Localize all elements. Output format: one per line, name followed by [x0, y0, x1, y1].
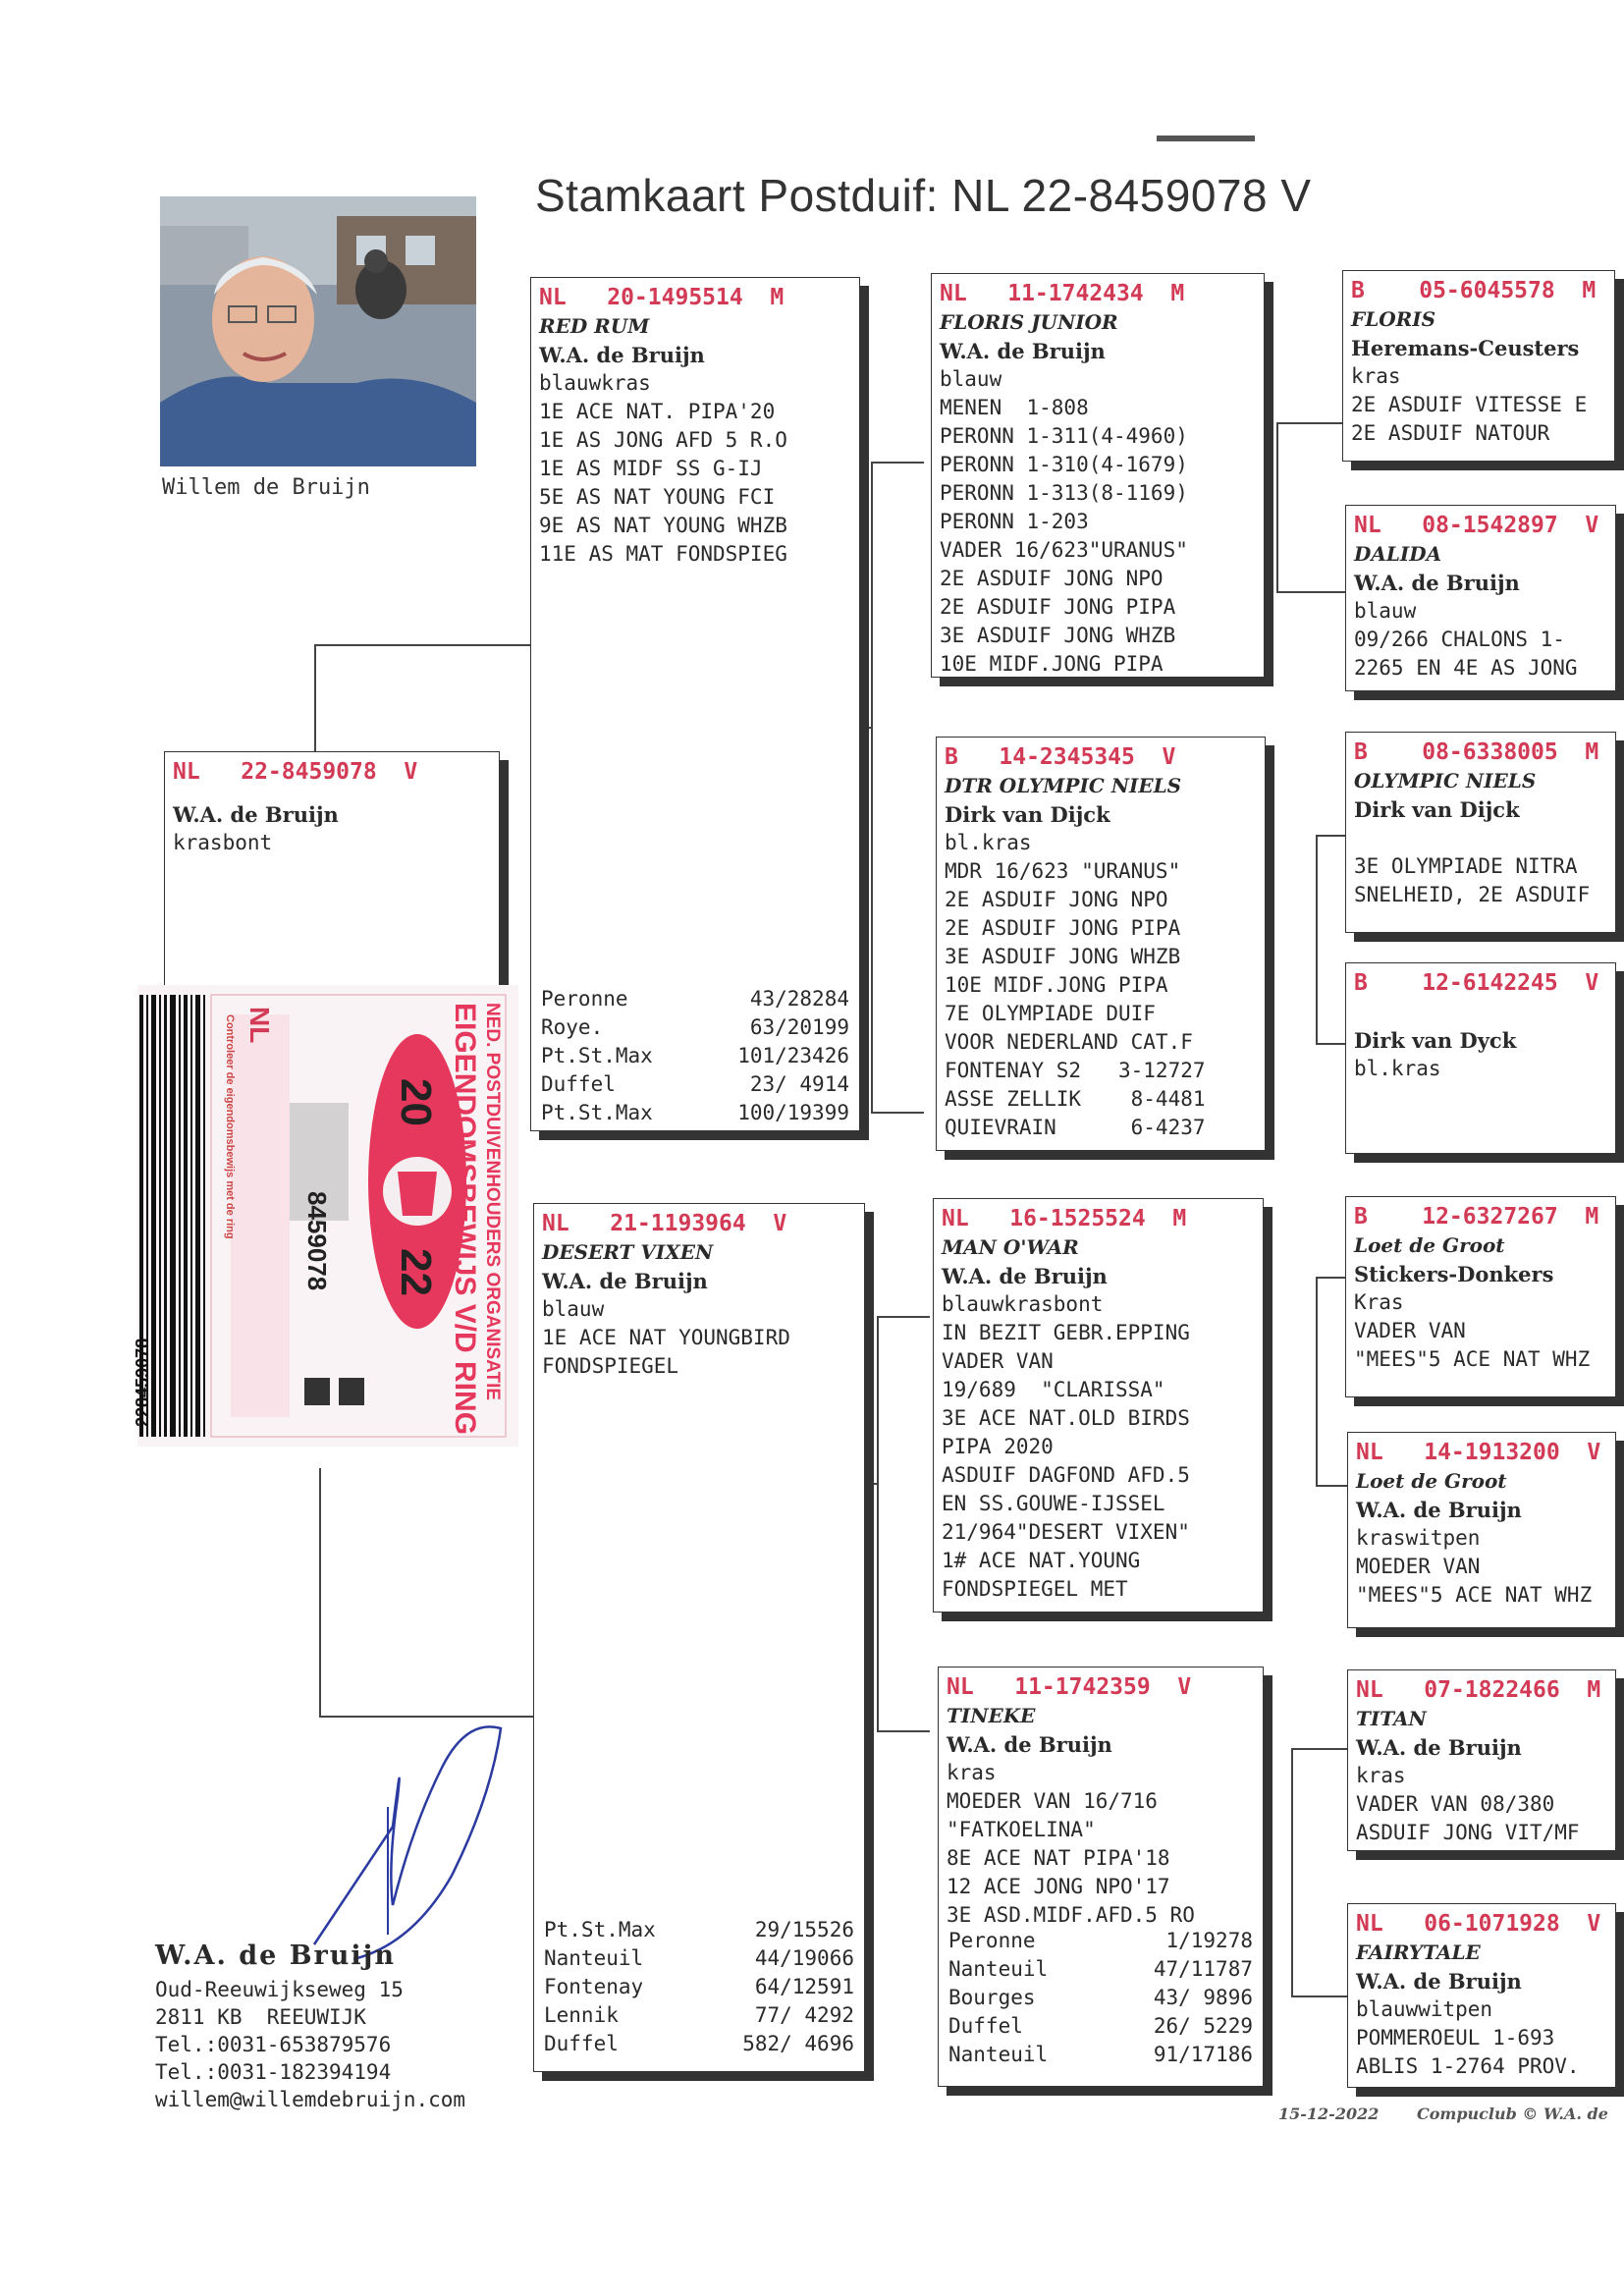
mmm-name: FAIRYTALE [1356, 1941, 1481, 1964]
fm-line: 2E ASDUIF JONG NPO [945, 888, 1168, 911]
result-row: Nanteuil 47/11787 [948, 1957, 1253, 1981]
result-row: Pt.St.Max 29/15526 [544, 1918, 854, 1941]
fm-line: 2E ASDUIF JONG PIPA [945, 916, 1181, 940]
mff-line: VADER VAN [1354, 1319, 1466, 1342]
mm-line: "FATKOELINA" [947, 1818, 1096, 1841]
connector-subject-mother [319, 1468, 539, 1718]
fm-line: ASSE ZELLIK 8-4481 [945, 1087, 1206, 1111]
owner-photo [160, 196, 476, 466]
mmf-breeder: W.A. de Bruijn [1356, 1735, 1522, 1760]
mfm-ring: NL 14-1913200 V [1356, 1440, 1601, 1465]
ring-card-note: Controleer de eigendomsbewijs met de ring [224, 1014, 236, 1239]
ff-line: MENEN 1-808 [940, 396, 1089, 419]
contact-name: W.A. de Bruijn [155, 1941, 397, 1971]
mmm-breeder: W.A. de Bruijn [1356, 1969, 1522, 1994]
contact-block [155, 1937, 465, 2113]
ring-card-doc: EIGENDOMSBEWIJS V/D RING [449, 1003, 481, 1436]
ffm-card [1345, 505, 1616, 691]
ff-name: FLORIS JUNIOR [940, 310, 1118, 334]
mmm-card [1347, 1903, 1616, 2088]
mmf-ring: NL 07-1822466 M [1356, 1677, 1601, 1703]
mmf-line: ASDUIF JONG VIT/MF [1356, 1821, 1580, 1844]
fff-name: FLORIS [1351, 307, 1436, 331]
mf-line: VADER VAN [942, 1349, 1054, 1373]
fm-line: QUIEVRAIN 6-4237 [945, 1116, 1206, 1139]
mmm-ring: NL 06-1071928 V [1356, 1911, 1601, 1937]
fmf-line: 3E OLYMPIADE NITRA [1354, 854, 1578, 878]
fm-ring: B 14-2345345 V [945, 744, 1176, 770]
mm-ring: NL 11-1742359 V [947, 1674, 1192, 1700]
mfm-line: MOEDER VAN [1356, 1555, 1481, 1578]
subject-ring: NL 22-8459078 V [173, 759, 418, 785]
result-row: Roye. 63/20199 [541, 1015, 849, 1039]
mff-breeder: Stickers-Donkers [1354, 1262, 1554, 1286]
ring-card-org: NED. POSTDUIVENHOUDERS ORGANISATIE [482, 1003, 503, 1401]
mm-line: 3E ASD.MIDF.AFD.5 RO [947, 1903, 1195, 1927]
ffm-line: blauw [1354, 599, 1417, 623]
mother-ring: NL 21-1193964 V [542, 1211, 787, 1236]
mm-breeder: W.A. de Bruijn [947, 1732, 1112, 1757]
result-row: Nanteuil 91/17186 [948, 2043, 1253, 2066]
ff-line: 10E MIDF.JONG PIPA [940, 652, 1164, 676]
father-line: 1E AS JONG AFD 5 R.O [539, 428, 787, 452]
mf-line: PIPA 2020 [942, 1435, 1054, 1458]
mmf-line: VADER VAN 08/380 [1356, 1792, 1555, 1816]
mff-ring: B 12-6327267 M [1354, 1204, 1599, 1230]
fm-breeder: Dirk van Dijck [945, 802, 1110, 827]
mother-name: DESERT VIXEN [542, 1240, 714, 1264]
mmf-line: kras [1356, 1764, 1406, 1787]
mf-ring: NL 16-1525524 M [942, 1206, 1187, 1231]
connector-subject-father [314, 644, 534, 754]
mm-line: MOEDER VAN 16/716 [947, 1789, 1158, 1813]
fff-line: 2E ASDUIF VITESSE E [1351, 393, 1588, 416]
ff-card [931, 273, 1265, 678]
contact-phone: Tel.:0031-653879576 [155, 2033, 392, 2056]
fm-name: DTR OLYMPIC NIELS [945, 774, 1182, 797]
ff-line: PERONN 1-311(4-4960) [940, 424, 1188, 448]
result-row: Duffel 582/ 4696 [544, 2032, 854, 2055]
connector-father [871, 462, 924, 1114]
mf-card [933, 1198, 1264, 1613]
mmm-line: ABLIS 1-2764 PROV. [1356, 2054, 1580, 2078]
mmf-name: TITAN [1356, 1707, 1427, 1730]
mmf-card [1347, 1669, 1616, 1851]
mf-line: 21/964"DESERT VIXEN" [942, 1520, 1190, 1544]
ff-line: 3E ASDUIF JONG WHZB [940, 624, 1176, 647]
father-ring: NL 20-1495514 M [539, 285, 785, 310]
mm-line: 12 ACE JONG NPO'17 [947, 1875, 1170, 1898]
mother-card [533, 1203, 865, 2072]
mmm-line: POMMEROEUL 1-693 [1356, 2026, 1555, 2050]
mff-name: Loet de Groot [1354, 1233, 1505, 1257]
fm-card [936, 737, 1266, 1151]
father-line: 11E AS MAT FONDSPIEG [539, 542, 787, 566]
mff-line: "MEES"5 ACE NAT WHZ [1354, 1347, 1591, 1371]
contact-phone: Tel.:0031-182394194 [155, 2060, 392, 2084]
ff-breeder: W.A. de Bruijn [940, 339, 1106, 363]
result-row: Nanteuil 44/19066 [544, 1946, 854, 1970]
print-date: 15-12-2022 [1278, 2105, 1380, 2123]
mf-line: blauwkrasbont [942, 1292, 1104, 1316]
ff-line: 2E ASDUIF JONG NPO [940, 567, 1164, 590]
fmm-breeder: Dirk van Dyck [1354, 1028, 1517, 1053]
result-row: Pt.St.Max 101/23426 [541, 1044, 849, 1067]
mm-name: TINEKE [947, 1704, 1036, 1727]
connector-mm [1291, 1748, 1347, 1997]
ring-card-barcode-number: 228459078 [133, 1338, 152, 1427]
mmm-line: blauwwitpen [1356, 1997, 1493, 2021]
page-title: Stamkaart Postduif: NL 22-8459078 V [535, 170, 1312, 221]
fm-line: 3E ASDUIF JONG WHZB [945, 945, 1181, 968]
ring-card-number: 8459078 [302, 1191, 332, 1291]
mother-breeder: W.A. de Bruijn [542, 1269, 708, 1293]
result-row: Pt.St.Max 100/19399 [541, 1101, 849, 1124]
result-row: Fontenay 64/12591 [544, 1975, 854, 1998]
mm-line: kras [947, 1761, 997, 1784]
fmf-name: OLYMPIC NIELS [1354, 769, 1537, 793]
mother-results [544, 1916, 854, 2058]
contact-email: willem@willemdebruijn.com [155, 2088, 466, 2111]
subject-breeder: W.A. de Bruijn [173, 802, 339, 827]
father-line: 9E AS NAT YOUNG WHZB [539, 514, 787, 537]
ring-card-year-a: 20 [392, 1078, 440, 1126]
subject-card [164, 751, 500, 997]
ring-card-year-b: 22 [392, 1248, 440, 1296]
fm-line: bl.kras [945, 831, 1032, 854]
result-row: Lennik 77/ 4292 [544, 2003, 854, 2027]
top-dash [1157, 136, 1255, 141]
connector-ff [1276, 422, 1347, 593]
result-row: Peronne 43/28284 [541, 987, 849, 1011]
ffm-name: DALIDA [1354, 542, 1442, 566]
fff-line: 2E ASDUIF NATOUR [1351, 421, 1550, 445]
result-row: Bourges 43/ 9896 [948, 1986, 1253, 2009]
mfm-breeder: W.A. de Bruijn [1356, 1498, 1522, 1522]
mfm-line: kraswitpen [1356, 1526, 1481, 1550]
mm-results [948, 1927, 1253, 2069]
fmf-card [1345, 732, 1616, 933]
fmm-line: bl.kras [1354, 1057, 1441, 1080]
mm-line: 8E ACE NAT PIPA'18 [947, 1846, 1170, 1870]
mfm-name: Loet de Groot [1356, 1469, 1507, 1493]
ring-ownership-card [133, 985, 518, 1447]
fm-line: FONTENAY S2 3-12727 [945, 1059, 1206, 1082]
ff-line: blauw [940, 367, 1002, 391]
fmf-line [1354, 824, 1607, 852]
contact-address: Oud-Reeuwijkseweg 15 [155, 1978, 404, 2001]
father-line: 1E AS MIDF SS G-IJ [539, 457, 763, 480]
fmm-name [1354, 998, 1607, 1026]
father-line: 5E AS NAT YOUNG FCI [539, 485, 776, 509]
ff-line: 2E ASDUIF JONG PIPA [940, 595, 1176, 619]
signature [295, 1709, 520, 1964]
mf-line: EN SS.GOUWE-IJSSEL [942, 1492, 1165, 1515]
ffm-line: 2265 EN 4E AS JONG [1354, 656, 1578, 680]
mff-card [1345, 1196, 1616, 1397]
ffm-line: 09/266 CHALONS 1- [1354, 628, 1565, 651]
father-line: 1E ACE NAT. PIPA'20 [539, 400, 776, 423]
fmm-ring: B 12-6142245 V [1354, 970, 1599, 996]
footer-credit: Compuclub © W.A. de [1417, 2105, 1608, 2123]
mother-line: 1E ACE NAT YOUNGBIRD [542, 1326, 790, 1349]
fmf-ring: B 08-6338005 M [1354, 739, 1599, 765]
ff-line: PERONN 1-310(4-1679) [940, 453, 1188, 476]
result-row: Duffel 26/ 5229 [948, 2014, 1253, 2038]
father-name: RED RUM [539, 314, 650, 338]
subject-color: krasbont [173, 831, 273, 854]
ffm-breeder: W.A. de Bruijn [1354, 571, 1520, 595]
mf-breeder: W.A. de Bruijn [942, 1264, 1108, 1288]
fm-line: VOOR NEDERLAND CAT.F [945, 1030, 1193, 1054]
mother-line: FONDSPIEGEL [542, 1354, 679, 1378]
mfm-line: "MEES"5 ACE NAT WHZ [1356, 1583, 1593, 1607]
fm-line: 10E MIDF.JONG PIPA [945, 973, 1168, 997]
connector-mf [1316, 1277, 1347, 1487]
mf-line: ASDUIF DAGFOND AFD.5 [942, 1463, 1190, 1487]
ff-ring: NL 11-1742434 M [940, 281, 1185, 306]
father-card [530, 277, 860, 1131]
fff-card [1342, 270, 1615, 462]
father-breeder: W.A. de Bruijn [539, 343, 705, 367]
fm-line: 7E OLYMPIADE DUIF [945, 1002, 1156, 1025]
mf-name: MAN O'WAR [942, 1235, 1079, 1259]
fff-breeder: Heremans-Ceusters [1351, 336, 1580, 360]
ring-card-country: NL [244, 1007, 275, 1044]
father-line: blauwkras [539, 371, 651, 395]
mf-line: FONDSPIEGEL MET [942, 1577, 1128, 1601]
contact-city: 2811 KB REEUWIJK [155, 2005, 366, 2029]
connector-fm [1316, 835, 1347, 1045]
fmf-breeder: Dirk van Dijck [1354, 797, 1520, 822]
owner-caption: Willem de Bruijn [162, 475, 370, 500]
mf-line: 19/689 "CLARISSA" [942, 1378, 1165, 1401]
fff-line: kras [1351, 364, 1401, 388]
mf-line: 1# ACE NAT.YOUNG [942, 1549, 1141, 1572]
ffm-ring: NL 08-1542897 V [1354, 513, 1599, 538]
ff-line: PERONN 1-313(8-1169) [940, 481, 1188, 505]
fmf-line: SNELHEID, 2E ASDUIF [1354, 883, 1591, 906]
mf-line: IN BEZIT GEBR.EPPING [942, 1321, 1190, 1344]
fmm-card [1345, 962, 1616, 1154]
result-row: Duffel 23/ 4914 [541, 1072, 849, 1096]
mother-line: blauw [542, 1297, 605, 1321]
fm-line: MDR 16/623 "URANUS" [945, 859, 1181, 883]
mff-line: Kras [1354, 1290, 1404, 1314]
mm-card [938, 1667, 1264, 2087]
connector-mother [877, 1316, 930, 1732]
ff-line: PERONN 1-203 [940, 510, 1089, 533]
ff-line: VADER 16/623"URANUS" [940, 538, 1188, 562]
fff-ring: B 05-6045578 M [1351, 278, 1597, 303]
father-results [541, 985, 849, 1127]
mf-line: 3E ACE NAT.OLD BIRDS [942, 1406, 1190, 1430]
result-row: Peronne 1/19278 [948, 1929, 1253, 1952]
mfm-card [1347, 1432, 1616, 1628]
